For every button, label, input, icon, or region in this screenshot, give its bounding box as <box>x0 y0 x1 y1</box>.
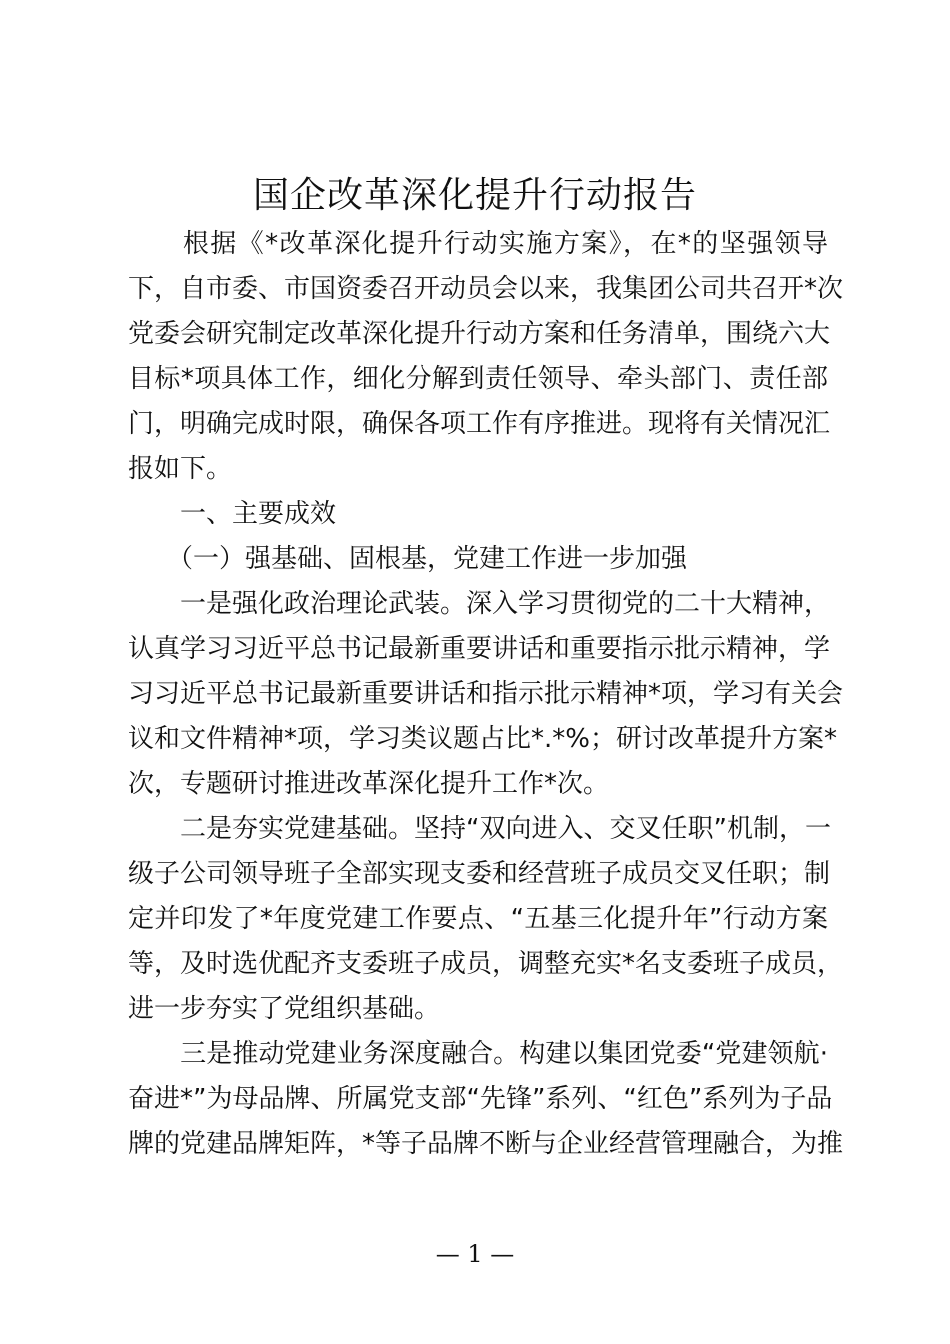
paragraph-line: 进一步夯实了党组织基础。 <box>128 994 441 1024</box>
subsection-heading: （一）强基础、固根基，党建工作进一步加强 <box>128 544 688 574</box>
paragraph-line: 定并印发了*年度党建工作要点、“五基三化提升年”行动方案 <box>128 904 828 934</box>
intro-line: 党委会研究制定改革深化提升行动方案和任务清单，围绕六大 <box>128 319 831 349</box>
paragraph-line: 认真学习习近平总书记最新重要讲话和重要指示批示精神，学 <box>128 634 831 664</box>
page-number: — 1 — <box>435 1240 515 1268</box>
document-title: 国企改革深化提升行动报告 <box>252 175 697 216</box>
paragraph-line: 三是推动党建业务深度融合。构建以集团党委“党建领航· <box>128 1039 828 1069</box>
paragraph-line: 一是强化政治理论武装。深入学习贯彻党的二十大精神， <box>128 589 831 619</box>
intro-line: 报如下。 <box>128 454 233 484</box>
paragraph-line: 习习近平总书记最新重要讲话和指示批示精神*项，学习有关会 <box>128 679 844 709</box>
intro-line: 门，明确完成时限，确保各项工作有序推进。现将有关情况汇 <box>128 409 831 439</box>
paragraph-line: 牌的党建品牌矩阵，*等子品牌不断与企业经营管理融合，为推 <box>128 1129 844 1159</box>
intro-line: 根据《*改革深化提升行动实施方案》，在*的坚强领导 <box>128 229 828 259</box>
section-heading: 一、主要成效 <box>128 499 337 529</box>
intro-line: 下，自市委、市国资委召开动员会以来，我集团公司共召开*次 <box>128 274 844 304</box>
paragraph-line: 次，专题研讨推进改革深化提升工作*次。 <box>128 769 610 799</box>
paragraph-line: 等，及时选优配齐支委班子成员，调整充实*名支委班子成员， <box>128 949 844 979</box>
paragraph-line: 奋进*”为母品牌、所属党支部“先锋”系列、“红色”系列为子品 <box>128 1084 833 1114</box>
paragraph-line: 议和文件精神*项，学习类议题占比*.*%；研讨改革提升方案* <box>128 724 837 754</box>
paragraph-line: 二是夯实党建基础。坚持“双向进入、交叉任职”机制，一 <box>128 814 831 844</box>
paragraph-line: 级子公司领导班子全部实现支委和经营班子成员交叉任职；制 <box>128 859 831 889</box>
intro-line: 目标*项具体工作，细化分解到责任领导、牵头部门、责任部 <box>128 364 828 394</box>
